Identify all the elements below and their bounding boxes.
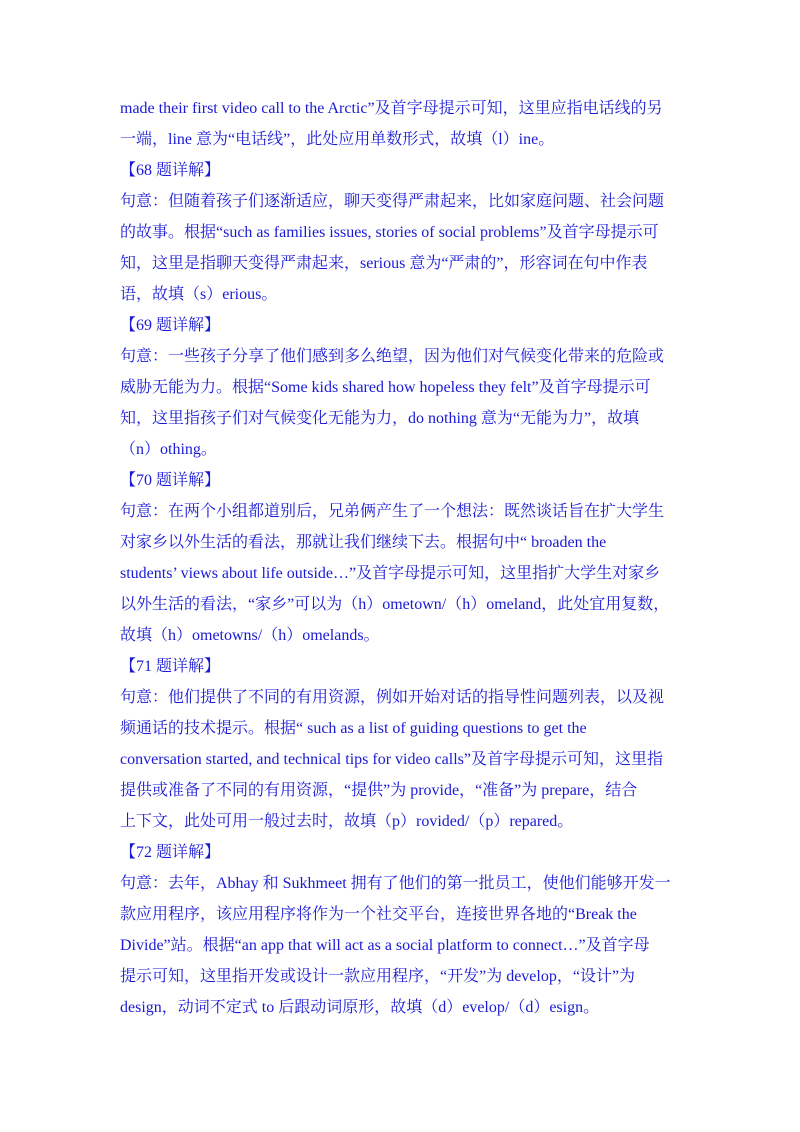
text-line: 句意：但随着孩子们逐渐适应，聊天变得严肃起来，比如家庭问题、社会问题 [120,193,665,210]
text-line: Divide”站。根据“an app that will act as a social platform to connect…”及首字母 [120,937,650,954]
text-line: 知，这里是指聊天变得严肃起来，serious 意为“严肃的”，形容词在句中作表 [120,255,648,272]
text-line: made their first video call to the Arctic”及首字母提示可知，这里应指电话线的另 [120,100,663,117]
section-heading-68: 【68 题详解】 [120,162,221,179]
text-line: 威胁无能为力。根据“Some kids shared how hopeless they felt”及首字母提示可 [120,379,651,396]
text-line: 知，这里指孩子们对气候变化无能为力，do nothing 意为“无能为力”，故填 [120,410,640,427]
section-heading-69: 【69 题详解】 [120,317,221,334]
text-line: 的故事。根据“such as families issues, stories of social problems”及首字母提示可 [120,224,659,241]
text-line: 故填（h）ometowns/（h）omelands。 [120,627,380,644]
text-line: conversation started, and technical tips for video calls”及首字母提示可知，这里指 [120,751,663,768]
text-line: 句意：在两个小组都道别后，兄弟俩产生了一个想法：既然谈话旨在扩大学生 [120,503,665,520]
section-heading-71: 【71 题详解】 [120,658,221,675]
text-line: 句意：去年，Abhay 和 Sukhmeet 拥有了他们的第一批员工，使他们能够开发一 [120,875,671,892]
text-line: 款应用程序，该应用程序将作为一个社交平台，连接世界各地的“Break the [120,906,637,923]
text-line: 频通话的技术提示。根据“ such as a list of guiding questions to get the [120,720,587,737]
text-line: 一端，line 意为“电话线”，此处应用单数形式，故填（l）ine。 [120,131,555,148]
text-line: 对家乡以外生活的看法，那就让我们继续下去。根据句中“ broaden the [120,534,607,551]
section-heading-70: 【70 题详解】 [120,472,221,489]
text-line: 句意：一些孩子分享了他们感到多么绝望，因为他们对气候变化带来的危险或 [120,348,665,365]
text-line: students’ views about life outside…”及首字母提示可知，这里指扩大学生对家乡 [120,565,661,582]
text-line: 提供或准备了不同的有用资源，“提供”为 provide，“准备”为 prepare，结合 [120,782,638,799]
text-line: 提示可知，这里指开发或设计一款应用程序，“开发”为 develop，“设计”为 [120,968,636,985]
text-line: 语，故填（s）erious。 [120,286,278,303]
text-line: design，动词不定式 to 后跟动词原形，故填（d）evelop/（d）esign。 [120,999,600,1016]
text-line: 上下文，此处可用一般过去时，故填（p）rovided/（p）repared。 [120,813,574,830]
text-line: （n）othing。 [120,441,217,458]
text-line: 句意：他们提供了不同的有用资源，例如开始对话的指导性问题列表，以及视 [120,689,665,706]
section-heading-72: 【72 题详解】 [120,844,221,861]
document-body [120,93,680,1023]
text-line: 以外生活的看法，“家乡”可以为（h）ometown/（h）omeland，此处宜用复数， [120,596,670,613]
